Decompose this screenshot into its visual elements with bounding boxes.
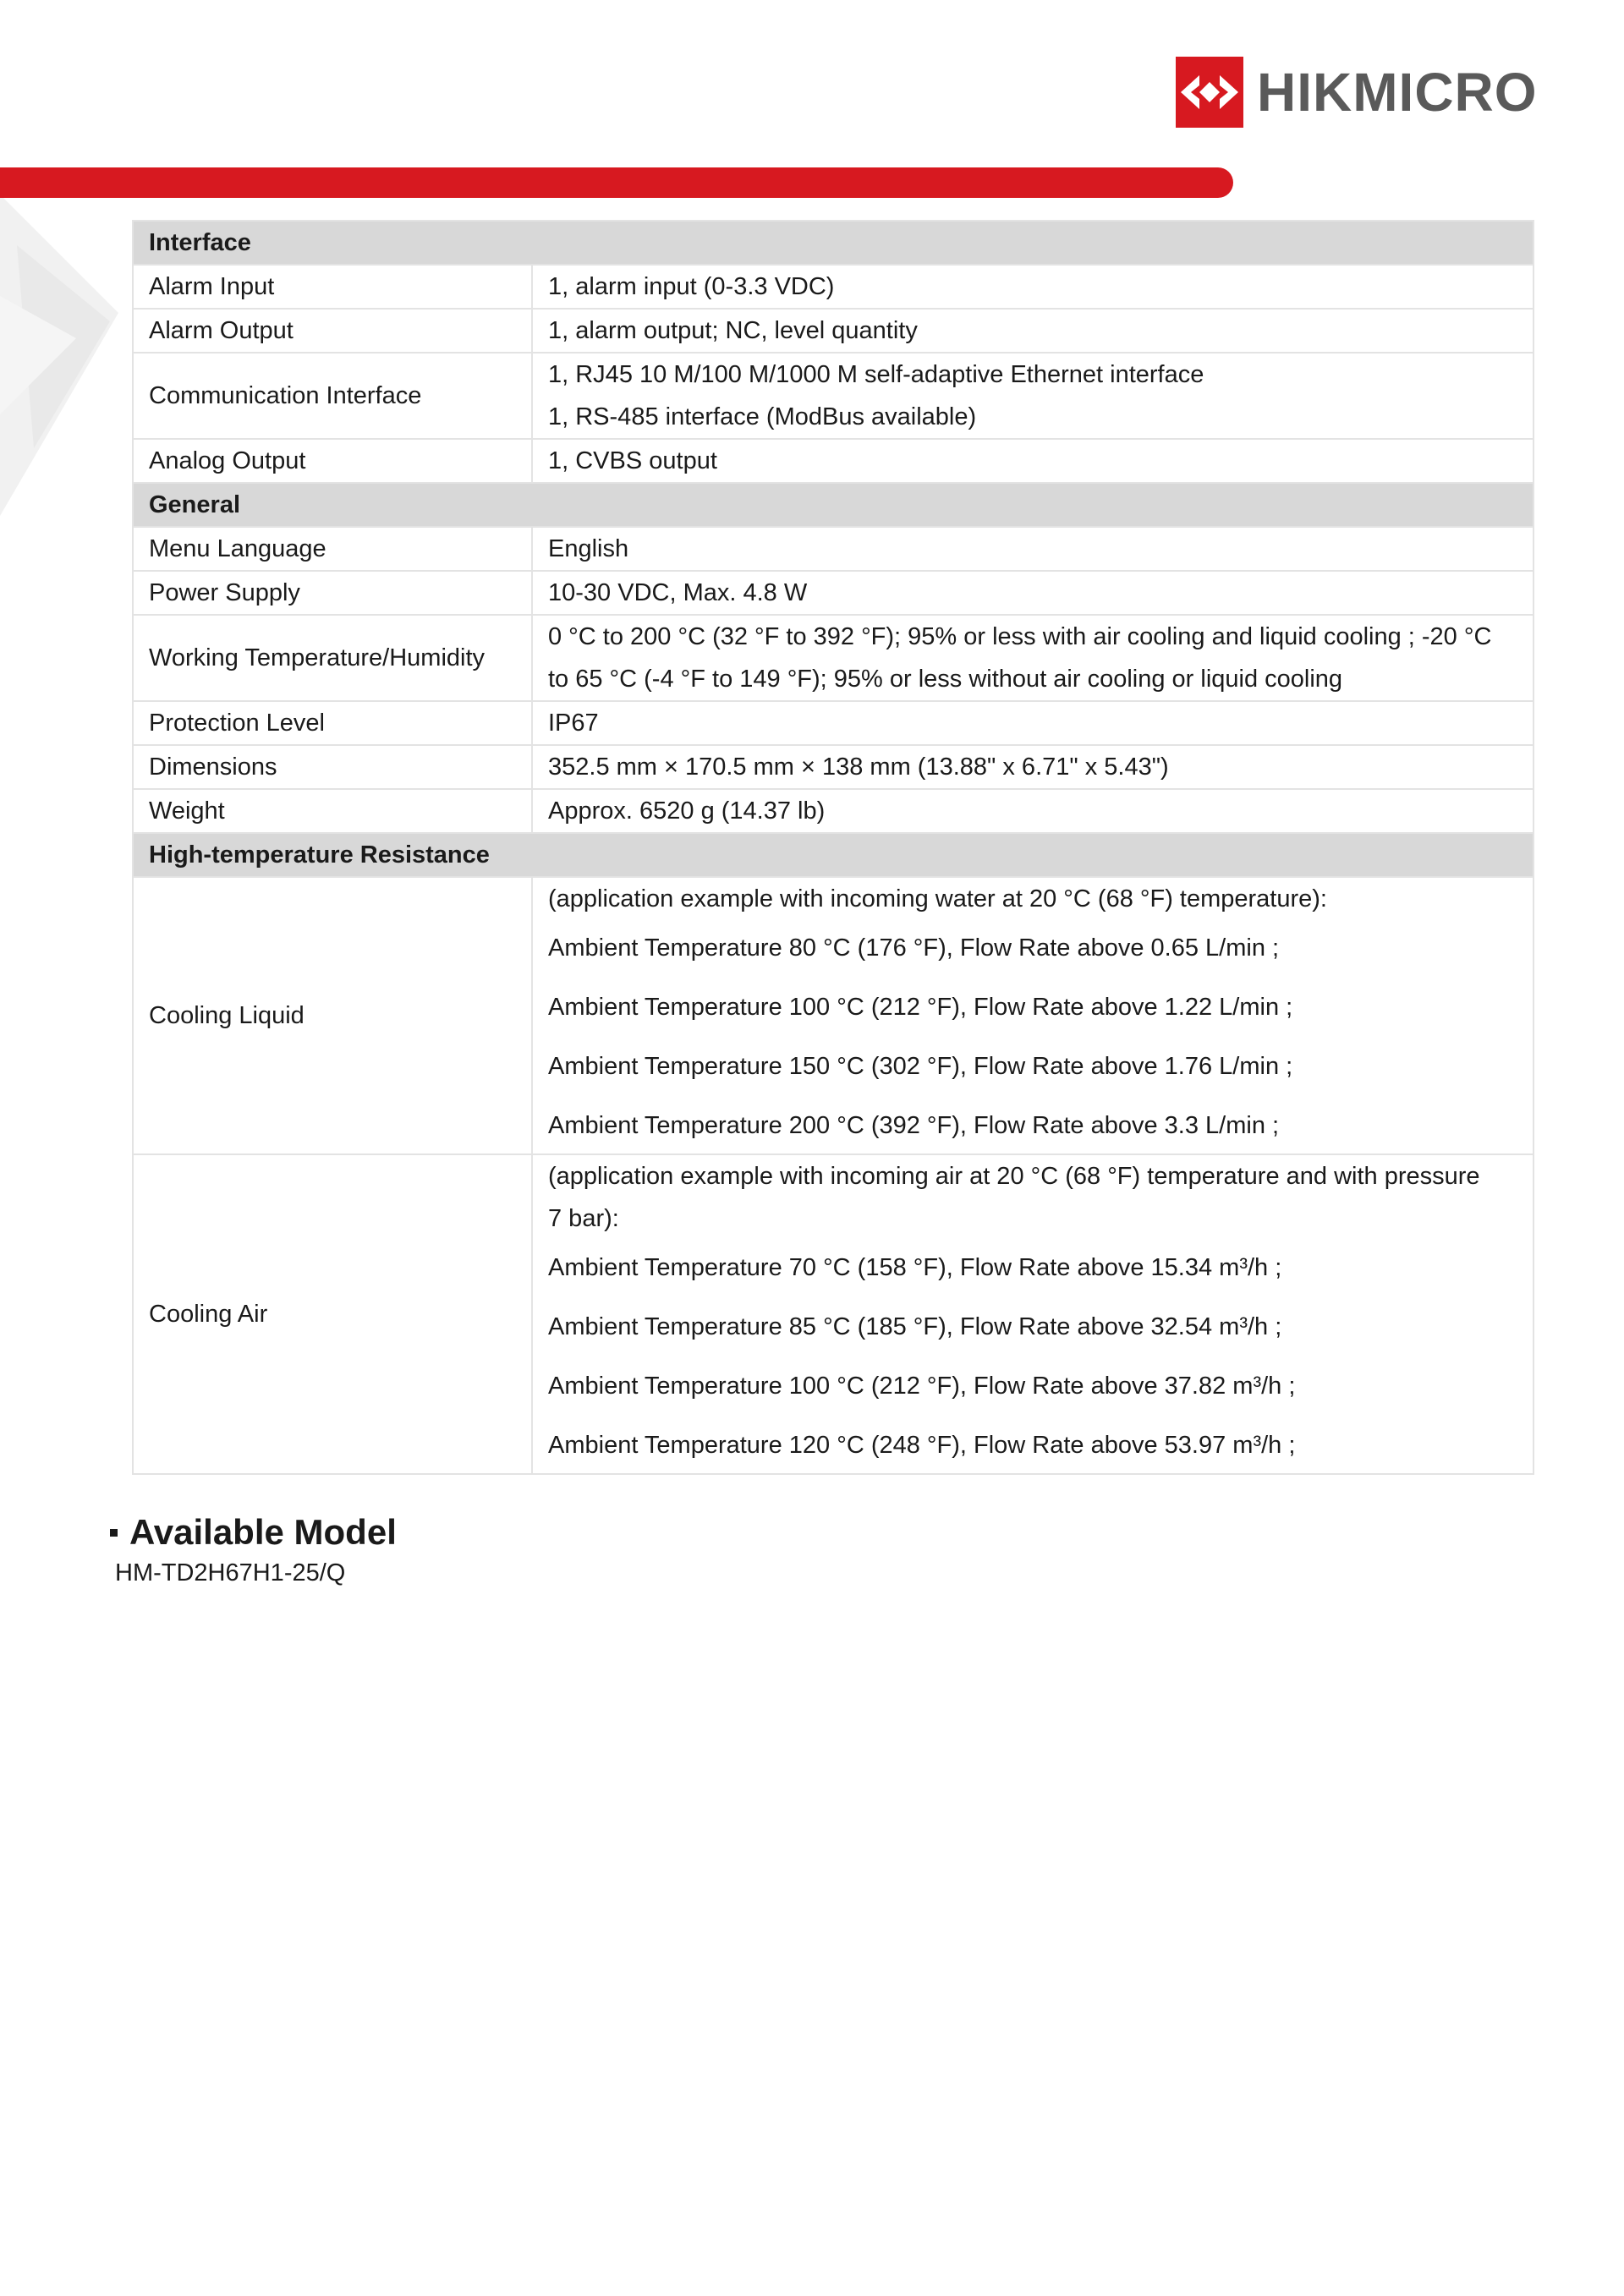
table-row (133, 439, 1533, 483)
row-value (532, 1154, 1533, 1474)
row-label: Cooling Air (133, 1154, 532, 1474)
model-number: HM-TD2H67H1-25/Q (115, 1559, 346, 1586)
value-line: 0 °C to 200 °C (32 °F to 392 °F); 95% or less with air cooling and liquid cooling ; -20 °C (548, 623, 1492, 650)
row-value: Approx. 6520 g (14.37 lb) (532, 789, 1533, 833)
table-row (133, 789, 1533, 833)
row-value: IP67 (532, 701, 1533, 745)
hikmicro-logo (1176, 57, 1538, 128)
table-row (133, 309, 1533, 353)
hikmicro-logo-icon (1176, 57, 1243, 128)
row-label: Dimensions (133, 745, 532, 789)
value-line: Ambient Temperature 70 °C (158 °F), Flow Rate above 15.34 m³/h ; (548, 1254, 1282, 1281)
table-row (133, 745, 1533, 789)
value-line: 1, RS-485 interface (ModBus available) (548, 403, 977, 430)
table-row (133, 265, 1533, 309)
section-row-interface (133, 221, 1533, 265)
table-row (133, 701, 1533, 745)
bullet-square-icon (110, 1529, 118, 1537)
row-value (532, 353, 1533, 439)
spec-table (132, 220, 1534, 1475)
value-line: Ambient Temperature 120 °C (248 °F), Flow Rate above 53.97 m³/h ; (548, 1432, 1296, 1459)
row-value: 1, alarm output; NC, level quantity (532, 309, 1533, 353)
row-value: 352.5 mm × 170.5 mm × 138 mm (13.88" x 6.71" x 5.43") (532, 745, 1533, 789)
value-line: to 65 °C (-4 °F to 149 °F); 95% or less without air cooling or liquid cooling (548, 666, 1343, 693)
value-line: Ambient Temperature 100 °C (212 °F), Flow Rate above 37.82 m³/h ; (548, 1373, 1296, 1400)
row-value: English (532, 527, 1533, 571)
row-label: Communication Interface (133, 353, 532, 439)
value-line: (application example with incoming water at 20 °C (68 °F) temperature): (548, 885, 1327, 912)
row-label: Working Temperature/Humidity (133, 615, 532, 701)
row-label: Alarm Input (133, 265, 532, 309)
row-label: Alarm Output (133, 309, 532, 353)
logo-wordmark: HIKMICRO (1257, 62, 1538, 123)
section-row-general (133, 483, 1533, 527)
decorative-shapes (0, 195, 118, 533)
available-model-title: Available Model (129, 1512, 397, 1552)
table-row (133, 877, 1533, 1154)
value-line: 1, RJ45 10 M/100 M/1000 M self-adaptive Ethernet interface (548, 361, 1204, 388)
section-title: Interface (133, 221, 1533, 265)
section-title: High-temperature Resistance (133, 833, 1533, 877)
row-value: 10-30 VDC, Max. 4.8 W (532, 571, 1533, 615)
value-line: Ambient Temperature 200 °C (392 °F), Flow Rate above 3.3 L/min ; (548, 1112, 1280, 1139)
header-red-bar (0, 167, 1233, 198)
value-line: (application example with incoming air at 20 °C (68 °F) temperature and with pressure (548, 1163, 1480, 1190)
row-label: Cooling Liquid (133, 877, 532, 1154)
available-model-heading (110, 1512, 397, 1553)
row-label: Protection Level (133, 701, 532, 745)
table-row (133, 571, 1533, 615)
row-label: Analog Output (133, 439, 532, 483)
value-line: 7 bar): (548, 1205, 619, 1232)
row-value (532, 615, 1533, 701)
table-row (133, 353, 1533, 439)
table-row (133, 615, 1533, 701)
row-label: Menu Language (133, 527, 532, 571)
row-label: Weight (133, 789, 532, 833)
row-value: 1, CVBS output (532, 439, 1533, 483)
table-row (133, 1154, 1533, 1474)
section-row-high-temperature (133, 833, 1533, 877)
value-line: Ambient Temperature 80 °C (176 °F), Flow Rate above 0.65 L/min ; (548, 934, 1280, 962)
value-line: Ambient Temperature 85 °C (185 °F), Flow Rate above 32.54 m³/h ; (548, 1313, 1282, 1340)
row-value: 1, alarm input (0-3.3 VDC) (532, 265, 1533, 309)
table-row (133, 527, 1533, 571)
row-label: Power Supply (133, 571, 532, 615)
row-value (532, 877, 1533, 1154)
value-line: Ambient Temperature 150 °C (302 °F), Flow Rate above 1.76 L/min ; (548, 1053, 1293, 1080)
section-title: General (133, 483, 1533, 527)
value-line: Ambient Temperature 100 °C (212 °F), Flow Rate above 1.22 L/min ; (548, 994, 1293, 1021)
